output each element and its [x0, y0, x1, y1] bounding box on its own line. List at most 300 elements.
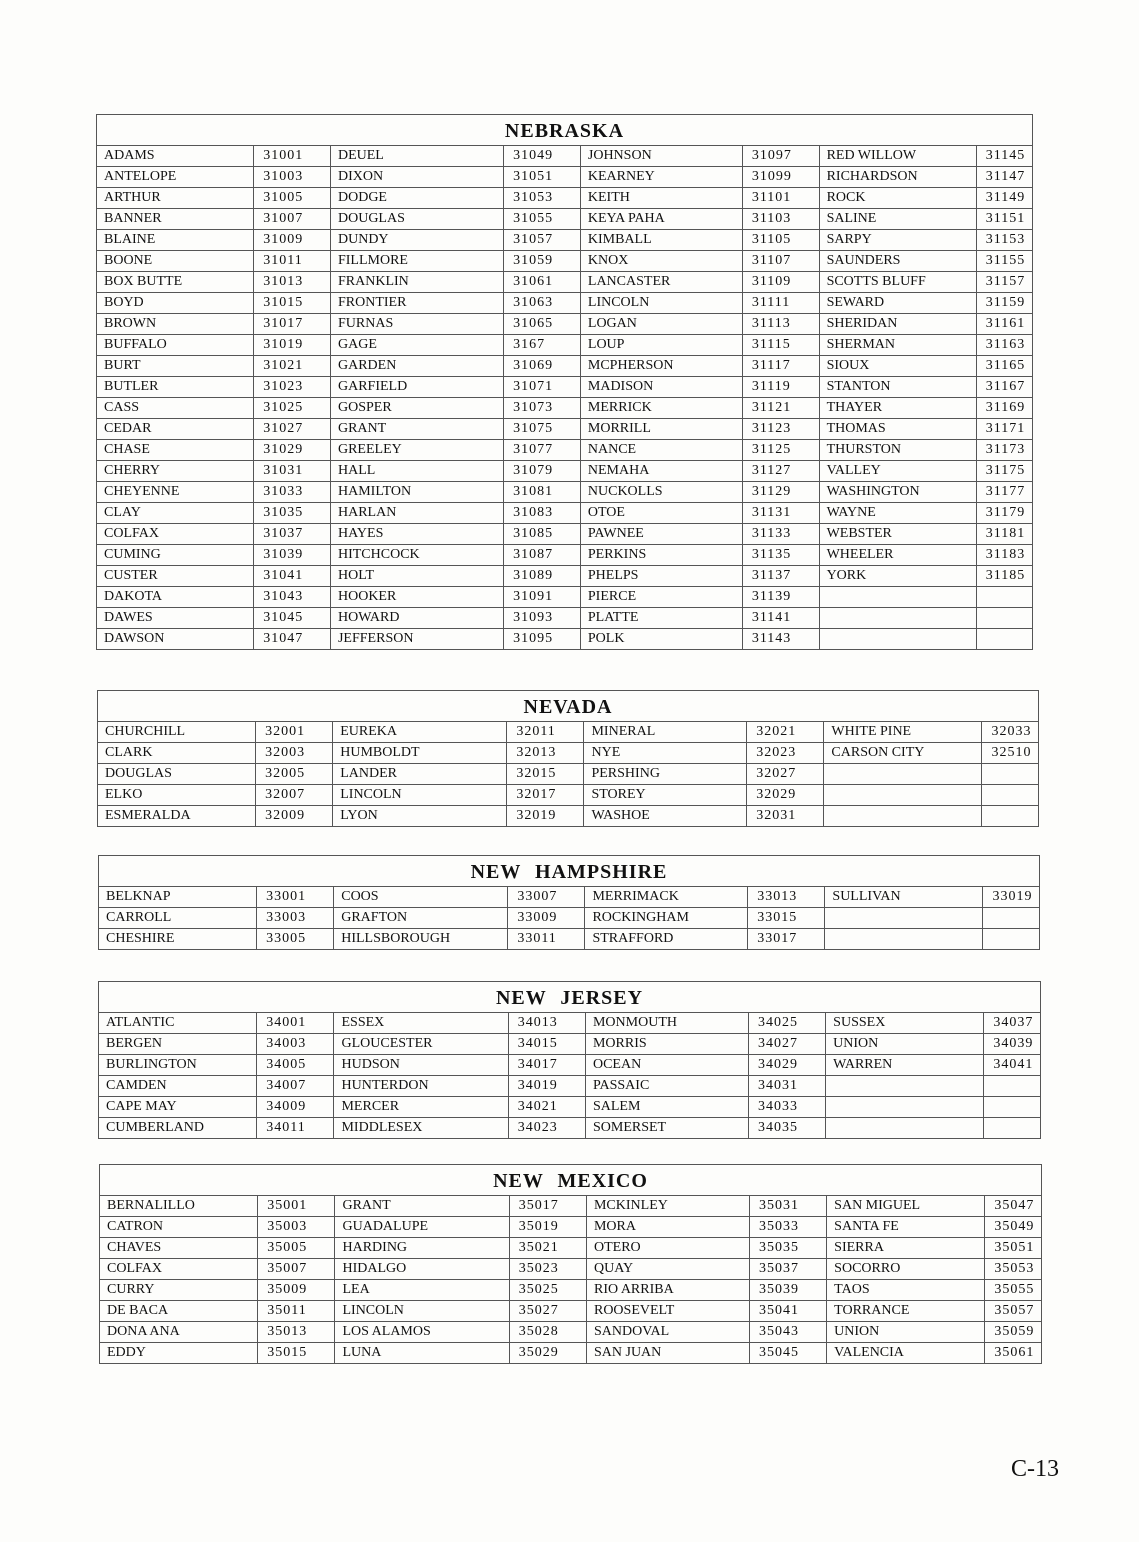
fips-code-cell: 34031 — [748, 1076, 825, 1097]
fips-code-cell: 31081 — [504, 482, 581, 503]
fips-code-cell: 31017 — [254, 314, 331, 335]
fips-code-cell: 35028 — [509, 1322, 586, 1343]
fips-code-cell: 34017 — [508, 1055, 585, 1076]
fips-code-cell: 31103 — [742, 209, 819, 230]
fips-code-cell: 31183 — [976, 545, 1032, 566]
county-name-cell: DEUEL — [330, 146, 503, 167]
fips-code-cell: 32033 — [982, 722, 1039, 743]
fips-code-cell: 35061 — [985, 1343, 1042, 1364]
county-name-cell: PASSAIC — [585, 1076, 748, 1097]
fips-code-cell: 35045 — [749, 1343, 826, 1364]
table-row — [99, 887, 1040, 908]
county-name-cell: LANCASTER — [580, 272, 742, 293]
county-name-cell — [824, 764, 982, 785]
county-name-cell: CHAVES — [100, 1238, 258, 1259]
county-name-cell: WHITE PINE — [824, 722, 982, 743]
fips-code-cell: 31071 — [504, 377, 581, 398]
county-name-cell: CATRON — [100, 1217, 258, 1238]
fips-code-cell: 34041 — [984, 1055, 1041, 1076]
fips-code-cell: 34013 — [508, 1013, 585, 1034]
county-name-cell — [824, 806, 982, 827]
fips-code-cell: 35053 — [985, 1259, 1042, 1280]
county-name-cell: DAKOTA — [97, 587, 254, 608]
fips-code-cell: 31059 — [504, 251, 581, 272]
county-name-cell: ATLANTIC — [99, 1013, 257, 1034]
county-name-cell: GRANT — [335, 1196, 509, 1217]
county-name-cell: SAN MIGUEL — [827, 1196, 985, 1217]
fips-code-cell: 35047 — [985, 1196, 1042, 1217]
table-row — [97, 335, 1033, 356]
county-name-cell — [819, 608, 976, 629]
county-name-cell: LEA — [335, 1280, 509, 1301]
fips-code-cell: 31075 — [504, 419, 581, 440]
state-title: NEW HAMPSHIRE — [99, 856, 1040, 887]
table-row — [100, 1343, 1042, 1364]
county-name-cell: BERNALILLO — [100, 1196, 258, 1217]
table-row — [98, 785, 1039, 806]
county-name-cell: UNION — [826, 1034, 984, 1055]
county-name-cell: SEWARD — [819, 293, 976, 314]
state-table-nevada — [97, 690, 1039, 827]
state-table-new-hampshire — [98, 855, 1040, 950]
fips-code-cell: 31149 — [976, 188, 1032, 209]
fips-code-cell: 34027 — [748, 1034, 825, 1055]
county-name-cell: CEDAR — [97, 419, 254, 440]
county-name-cell: GOSPER — [330, 398, 503, 419]
county-name-cell: THURSTON — [819, 440, 976, 461]
county-name-cell: LINCOLN — [333, 785, 507, 806]
fips-code-cell: 31173 — [976, 440, 1032, 461]
fips-code-cell: 32001 — [256, 722, 333, 743]
fips-code-cell: 35055 — [985, 1280, 1042, 1301]
county-name-cell: PHELPS — [580, 566, 742, 587]
county-name-cell: HOWARD — [330, 608, 503, 629]
fips-code-cell: 33003 — [257, 908, 334, 929]
fips-code-cell: 31035 — [254, 503, 331, 524]
county-name-cell: ROOSEVELT — [586, 1301, 749, 1322]
county-name-cell: UNION — [827, 1322, 985, 1343]
county-name-cell: HARLAN — [330, 503, 503, 524]
fips-code-cell — [984, 1076, 1041, 1097]
table-row — [97, 461, 1033, 482]
table-row — [97, 209, 1033, 230]
table-row — [97, 503, 1033, 524]
county-name-cell: PAWNEE — [580, 524, 742, 545]
county-name-cell: BOX BUTTE — [97, 272, 254, 293]
fips-code-cell: 31151 — [976, 209, 1032, 230]
fips-code-cell: 31177 — [976, 482, 1032, 503]
table-row — [99, 1076, 1041, 1097]
county-name-cell: HILLSBOROUGH — [334, 929, 508, 950]
county-name-cell: CLAY — [97, 503, 254, 524]
county-name-cell: RIO ARRIBA — [586, 1280, 749, 1301]
fips-code-cell: 31089 — [504, 566, 581, 587]
county-name-cell: SHERIDAN — [819, 314, 976, 335]
county-name-cell: CARSON CITY — [824, 743, 982, 764]
county-name-cell: CUMBERLAND — [99, 1118, 257, 1139]
fips-code-cell: 31117 — [742, 356, 819, 377]
county-name-cell: STOREY — [584, 785, 747, 806]
county-name-cell: OTERO — [586, 1238, 749, 1259]
fips-code-cell: 35033 — [749, 1217, 826, 1238]
county-name-cell: HARDING — [335, 1238, 509, 1259]
county-name-cell: NUCKOLLS — [580, 482, 742, 503]
fips-code-cell: 31185 — [976, 566, 1032, 587]
county-name-cell: MIDDLESEX — [334, 1118, 508, 1139]
fips-code-cell: 32023 — [747, 743, 824, 764]
county-name-cell: CAMDEN — [99, 1076, 257, 1097]
table-row — [97, 251, 1033, 272]
county-name-cell: MONMOUTH — [585, 1013, 748, 1034]
county-name-cell: BUTLER — [97, 377, 254, 398]
county-name-cell: HUNTERDON — [334, 1076, 508, 1097]
table-row — [100, 1196, 1042, 1217]
county-name-cell: LOGAN — [580, 314, 742, 335]
fips-code-cell: 31025 — [254, 398, 331, 419]
county-name-cell: MINERAL — [584, 722, 747, 743]
table-row — [97, 146, 1033, 167]
fips-code-cell: 31153 — [976, 230, 1032, 251]
fips-code-cell: 31163 — [976, 335, 1032, 356]
county-name-cell: MORA — [586, 1217, 749, 1238]
table-row — [97, 293, 1033, 314]
fips-code-cell: 32015 — [507, 764, 584, 785]
county-name-cell: CURRY — [100, 1280, 258, 1301]
fips-code-cell: 31091 — [504, 587, 581, 608]
county-name-cell: RED WILLOW — [819, 146, 976, 167]
county-name-cell: DOUGLAS — [330, 209, 503, 230]
fips-code-cell: 35027 — [509, 1301, 586, 1322]
fips-code-cell: 34021 — [508, 1097, 585, 1118]
state-title: NEW MEXICO — [100, 1165, 1042, 1196]
county-name-cell: THOMAS — [819, 419, 976, 440]
page-number: C-13 — [1011, 1456, 1059, 1482]
county-name-cell: KEITH — [580, 188, 742, 209]
county-name-cell: BOYD — [97, 293, 254, 314]
county-name-cell: BURLINGTON — [99, 1055, 257, 1076]
fips-code-cell: 33001 — [257, 887, 334, 908]
fips-code-cell: 31143 — [742, 629, 819, 650]
county-name-cell: RICHARDSON — [819, 167, 976, 188]
fips-code-cell: 31155 — [976, 251, 1032, 272]
county-name-cell: DE BACA — [100, 1301, 258, 1322]
fips-code-cell — [983, 929, 1040, 950]
county-name-cell: CUSTER — [97, 566, 254, 587]
fips-code-cell: 34037 — [984, 1013, 1041, 1034]
county-name-cell: CHURCHILL — [98, 722, 256, 743]
table-row — [97, 398, 1033, 419]
county-name-cell: BANNER — [97, 209, 254, 230]
county-name-cell: EUREKA — [333, 722, 507, 743]
county-name-cell: DIXON — [330, 167, 503, 188]
fips-code-cell — [976, 587, 1032, 608]
fips-code-cell: 31057 — [504, 230, 581, 251]
table-row — [97, 377, 1033, 398]
fips-code-cell: 31145 — [976, 146, 1032, 167]
fips-code-cell: 34005 — [257, 1055, 334, 1076]
table-row — [100, 1259, 1042, 1280]
fips-code-cell: 32003 — [256, 743, 333, 764]
county-name-cell: CHERRY — [97, 461, 254, 482]
fips-code-cell: 33007 — [508, 887, 585, 908]
fips-code-cell: 35059 — [985, 1322, 1042, 1343]
fips-code-cell: 35021 — [509, 1238, 586, 1259]
county-name-cell: DAWES — [97, 608, 254, 629]
fips-code-cell: 31131 — [742, 503, 819, 524]
table-row — [97, 629, 1033, 650]
county-name-cell: PERKINS — [580, 545, 742, 566]
fips-code-cell: 34011 — [257, 1118, 334, 1139]
table-row — [100, 1238, 1042, 1259]
fips-code-cell: 31007 — [254, 209, 331, 230]
table-row — [97, 272, 1033, 293]
table-row — [97, 356, 1033, 377]
county-name-cell: NYE — [584, 743, 747, 764]
county-name-cell: ROCK — [819, 188, 976, 209]
fips-code-cell: 31039 — [254, 545, 331, 566]
county-name-cell: MCPHERSON — [580, 356, 742, 377]
fips-code-cell: 31073 — [504, 398, 581, 419]
county-name-cell: LINCOLN — [335, 1301, 509, 1322]
county-name-cell: LOS ALAMOS — [335, 1322, 509, 1343]
table-row — [100, 1280, 1042, 1301]
county-name-cell: GRAFTON — [334, 908, 508, 929]
county-name-cell: SHERMAN — [819, 335, 976, 356]
table-row — [97, 314, 1033, 335]
fips-code-cell: 31141 — [742, 608, 819, 629]
county-name-cell: KEARNEY — [580, 167, 742, 188]
county-name-cell: VALLEY — [819, 461, 976, 482]
fips-code-cell: 31137 — [742, 566, 819, 587]
table-row — [97, 524, 1033, 545]
fips-code-cell: 31133 — [742, 524, 819, 545]
fips-code-cell: 32009 — [256, 806, 333, 827]
state-title: NEBRASKA — [97, 115, 1033, 146]
county-name-cell: VALENCIA — [827, 1343, 985, 1364]
fips-code-cell: 33019 — [983, 887, 1040, 908]
county-name-cell: SALEM — [585, 1097, 748, 1118]
fips-code-cell: 31095 — [504, 629, 581, 650]
fips-code-cell: 31063 — [504, 293, 581, 314]
fips-code-cell: 31053 — [504, 188, 581, 209]
fips-code-cell — [976, 629, 1032, 650]
county-name-cell: SCOTTS BLUFF — [819, 272, 976, 293]
fips-code-cell: 34033 — [748, 1097, 825, 1118]
county-name-cell: PIERCE — [580, 587, 742, 608]
fips-code-cell — [982, 806, 1039, 827]
county-name-cell: EDDY — [100, 1343, 258, 1364]
fips-code-cell: 31065 — [504, 314, 581, 335]
county-name-cell: BERGEN — [99, 1034, 257, 1055]
fips-code-cell: 31011 — [254, 251, 331, 272]
fips-code-cell — [983, 908, 1040, 929]
county-name-cell: HOLT — [330, 566, 503, 587]
fips-code-cell: 31043 — [254, 587, 331, 608]
table-row — [99, 929, 1040, 950]
county-name-cell: GAGE — [330, 335, 503, 356]
fips-code-cell: 35005 — [258, 1238, 335, 1259]
fips-code-cell: 31119 — [742, 377, 819, 398]
fips-code-cell: 33017 — [748, 929, 825, 950]
fips-code-cell: 31181 — [976, 524, 1032, 545]
fips-code-cell: 31033 — [254, 482, 331, 503]
county-name-cell: STRAFFORD — [585, 929, 748, 950]
table-row — [97, 545, 1033, 566]
fips-code-cell: 31129 — [742, 482, 819, 503]
county-name-cell: LOUP — [580, 335, 742, 356]
fips-code-cell — [982, 764, 1039, 785]
fips-code-cell — [976, 608, 1032, 629]
fips-code-cell: 35013 — [258, 1322, 335, 1343]
table-row — [97, 188, 1033, 209]
county-name-cell: GARDEN — [330, 356, 503, 377]
fips-code-cell: 32013 — [507, 743, 584, 764]
fips-code-cell: 31111 — [742, 293, 819, 314]
county-name-cell: BURT — [97, 356, 254, 377]
county-name-cell: PLATTE — [580, 608, 742, 629]
fips-code-cell: 34039 — [984, 1034, 1041, 1055]
county-name-cell: FRONTIER — [330, 293, 503, 314]
fips-code-cell: 31161 — [976, 314, 1032, 335]
fips-code-cell: 31107 — [742, 251, 819, 272]
county-name-cell: WAYNE — [819, 503, 976, 524]
fips-code-cell: 31139 — [742, 587, 819, 608]
county-name-cell: YORK — [819, 566, 976, 587]
fips-code-cell: 31055 — [504, 209, 581, 230]
fips-code-cell: 32007 — [256, 785, 333, 806]
county-name-cell: JOHNSON — [580, 146, 742, 167]
fips-code-cell: 31051 — [504, 167, 581, 188]
state-table-new-jersey — [98, 981, 1041, 1139]
county-name-cell: MADISON — [580, 377, 742, 398]
fips-code-cell: 31069 — [504, 356, 581, 377]
fips-code-cell: 31097 — [742, 146, 819, 167]
fips-code-cell: 35011 — [258, 1301, 335, 1322]
county-name-cell: FRANKLIN — [330, 272, 503, 293]
fips-code-cell: 31113 — [742, 314, 819, 335]
county-name-cell: ESSEX — [334, 1013, 508, 1034]
county-name-cell: HIDALGO — [335, 1259, 509, 1280]
fips-code-cell: 31041 — [254, 566, 331, 587]
fips-code-cell — [982, 785, 1039, 806]
fips-code-cell: 35019 — [509, 1217, 586, 1238]
county-name-cell: CARROLL — [99, 908, 257, 929]
county-name-cell: GRANT — [330, 419, 503, 440]
county-name-cell: SUSSEX — [826, 1013, 984, 1034]
county-name-cell: ROCKINGHAM — [585, 908, 748, 929]
fips-code-cell: 31005 — [254, 188, 331, 209]
county-name-cell: MORRILL — [580, 419, 742, 440]
fips-code-cell: 35035 — [749, 1238, 826, 1259]
fips-code-cell: 33005 — [257, 929, 334, 950]
county-name-cell: CHEYENNE — [97, 482, 254, 503]
county-name-cell: WARREN — [826, 1055, 984, 1076]
fips-code-cell: 34025 — [748, 1013, 825, 1034]
table-row — [98, 722, 1039, 743]
county-name-cell: DUNDY — [330, 230, 503, 251]
fips-code-cell: 34029 — [748, 1055, 825, 1076]
fips-code-cell: 31049 — [504, 146, 581, 167]
fips-code-cell: 35029 — [509, 1343, 586, 1364]
fips-code-cell: 35057 — [985, 1301, 1042, 1322]
fips-code-cell: 31115 — [742, 335, 819, 356]
county-name-cell: COLFAX — [100, 1259, 258, 1280]
fips-code-cell: 35003 — [258, 1217, 335, 1238]
county-name-cell — [825, 929, 983, 950]
fips-code-cell: 35039 — [749, 1280, 826, 1301]
fips-code-cell: 31021 — [254, 356, 331, 377]
county-name-cell: SIOUX — [819, 356, 976, 377]
county-name-cell: SOCORRO — [827, 1259, 985, 1280]
state-table-nebraska — [96, 114, 1033, 650]
fips-code-cell: 31077 — [504, 440, 581, 461]
county-name-cell: WHEELER — [819, 545, 976, 566]
fips-code-cell: 31109 — [742, 272, 819, 293]
fips-code-cell: 31093 — [504, 608, 581, 629]
table-row — [97, 167, 1033, 188]
fips-code-cell: 31061 — [504, 272, 581, 293]
fips-code-cell: 31003 — [254, 167, 331, 188]
fips-code-cell: 34035 — [748, 1118, 825, 1139]
fips-code-cell: 31009 — [254, 230, 331, 251]
county-name-cell: SIERRA — [827, 1238, 985, 1259]
fips-code-cell: 33013 — [748, 887, 825, 908]
fips-code-cell: 34007 — [257, 1076, 334, 1097]
county-name-cell: DAWSON — [97, 629, 254, 650]
fips-code-cell: 31015 — [254, 293, 331, 314]
county-name-cell: PERSHING — [584, 764, 747, 785]
county-name-cell: GLOUCESTER — [334, 1034, 508, 1055]
fips-code-cell: 31101 — [742, 188, 819, 209]
fips-code-cell: 34009 — [257, 1097, 334, 1118]
fips-code-cell: 31171 — [976, 419, 1032, 440]
county-name-cell: HALL — [330, 461, 503, 482]
fips-code-cell: 31045 — [254, 608, 331, 629]
county-name-cell: BELKNAP — [99, 887, 257, 908]
table-row — [97, 230, 1033, 251]
county-name-cell: GREELEY — [330, 440, 503, 461]
county-name-cell: KEYA PAHA — [580, 209, 742, 230]
fips-code-cell: 31031 — [254, 461, 331, 482]
county-name-cell: ADAMS — [97, 146, 254, 167]
fips-code-cell: 31157 — [976, 272, 1032, 293]
fips-code-cell: 32005 — [256, 764, 333, 785]
fips-code-cell: 31047 — [254, 629, 331, 650]
table-row — [98, 743, 1039, 764]
fips-code-cell: 31019 — [254, 335, 331, 356]
fips-code-cell: 35051 — [985, 1238, 1042, 1259]
county-name-cell: DONA ANA — [100, 1322, 258, 1343]
fips-code-cell: 31001 — [254, 146, 331, 167]
county-name-cell: BLAINE — [97, 230, 254, 251]
county-name-cell: WASHOE — [584, 806, 747, 827]
fips-code-cell: 31135 — [742, 545, 819, 566]
county-name-cell: SULLIVAN — [825, 887, 983, 908]
fips-code-cell: 31169 — [976, 398, 1032, 419]
table-row — [98, 764, 1039, 785]
county-name-cell: TORRANCE — [827, 1301, 985, 1322]
county-name-cell: FILLMORE — [330, 251, 503, 272]
fips-code-cell: 31123 — [742, 419, 819, 440]
fips-code-cell: 34001 — [257, 1013, 334, 1034]
fips-code-cell: 35015 — [258, 1343, 335, 1364]
county-name-cell: SAUNDERS — [819, 251, 976, 272]
fips-code-cell: 31147 — [976, 167, 1032, 188]
fips-code-cell — [984, 1097, 1041, 1118]
fips-code-cell: 32019 — [507, 806, 584, 827]
fips-code-cell: 31079 — [504, 461, 581, 482]
county-name-cell: KNOX — [580, 251, 742, 272]
